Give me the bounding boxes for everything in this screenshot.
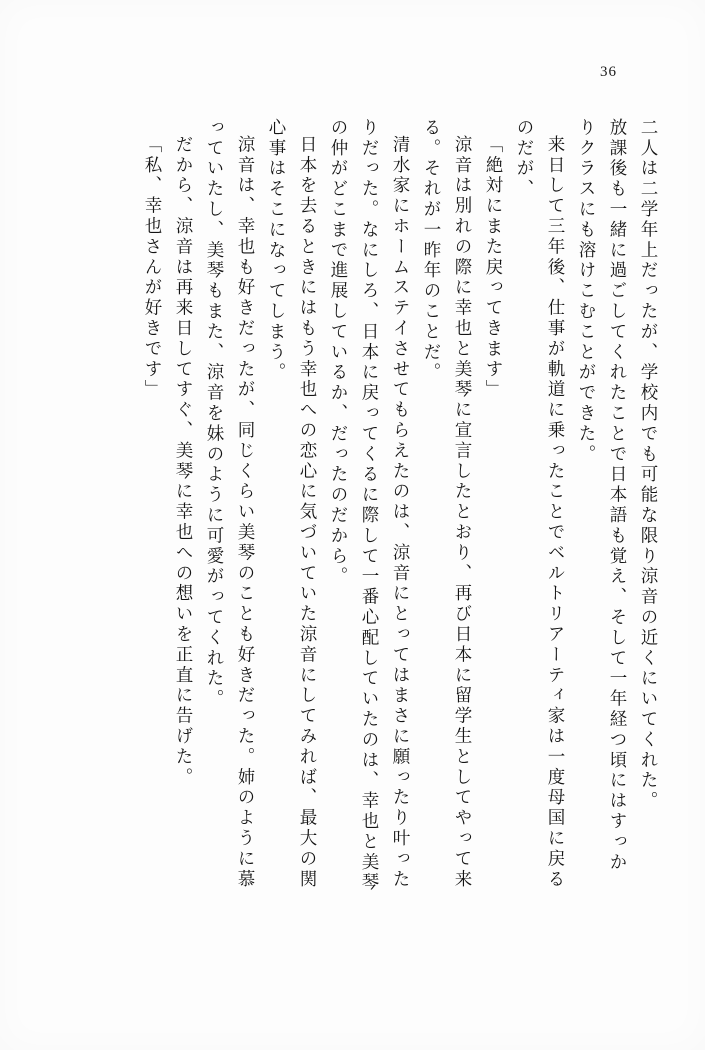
text-line: る。それが一昨年のことだ。: [422, 118, 442, 384]
text-line: 「絶対にまた戻ってきます」: [484, 135, 504, 401]
text-line: 日本を去るときにはもう幸也への恋心に気づいていた涼音にしてみれば、最大の関: [298, 135, 318, 890]
page-number: 36: [600, 64, 617, 80]
text-line: っていたし、美琴もまた、涼音を妹のように可愛がってくれた。: [205, 118, 225, 710]
text-line: 清水家にホームステイさせてもらえたのは、涼音にとってはまさに願ったり叶った: [391, 135, 411, 890]
text-line: 二人は二学年上だったが、学校内でも可能な限り涼音の近くにいてくれた。: [639, 118, 659, 812]
text-line: の仲がどこまで進展しているか、だったのだから。: [329, 118, 349, 588]
text-line: りだった。なにしろ、日本に戻ってくるに際して一番心配していたのは、幸也と美琴: [360, 118, 380, 894]
text-line: 「私、幸也さんが好きです」: [143, 135, 163, 401]
body-text: [97, 118, 657, 948]
text-line: のだが、: [515, 118, 535, 200]
text-line: 涼音は、幸也も好きだったが、同じくらい美琴のことも好きだった。姉のように慕: [236, 135, 256, 890]
text-line: だから、涼音は再来日してすぐ、美琴に幸也への想いを正直に告げた。: [174, 135, 194, 788]
text-line: りクラスにも溶けこむことができた。: [577, 118, 597, 465]
text-line: 涼音は別れの際に幸也と美琴に宣言したとおり、再び日本に留学生としてやって来: [453, 135, 473, 890]
text-line: 来日して三年後、仕事が軌道に乗ったことでベルトリアーティ家は一度母国に戻る: [546, 135, 566, 890]
text-line: 放課後も一緒に過ごしてくれたことで日本語も覚え、そして一年経つ頃にはすっか: [608, 118, 628, 873]
text-line: 心事はそこになってしまう。: [267, 118, 287, 384]
